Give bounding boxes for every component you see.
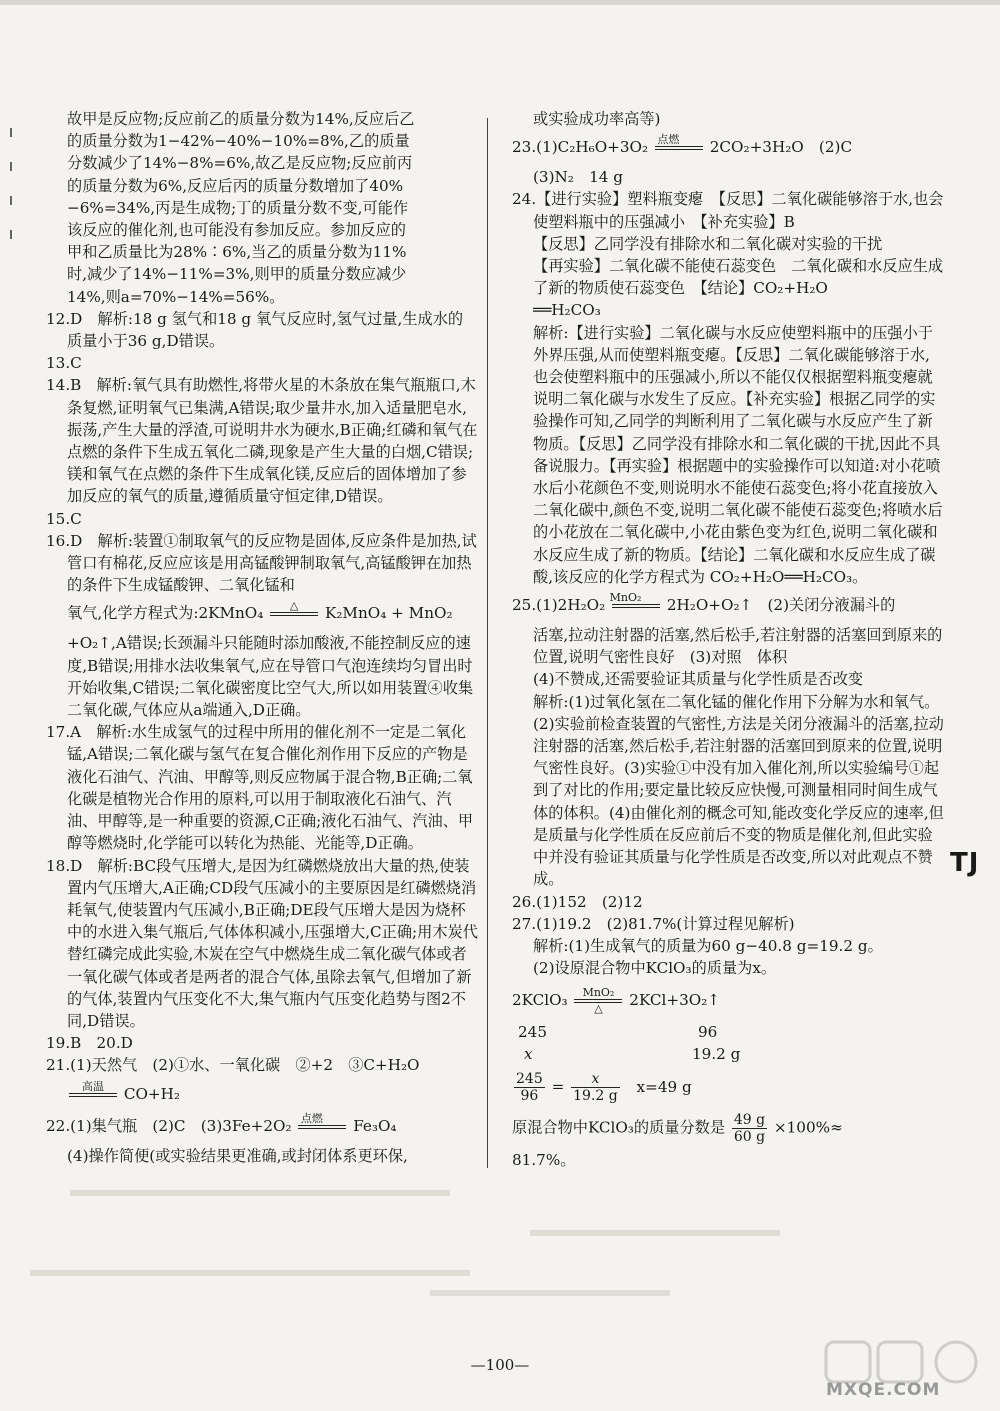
- reaction-condition: 点燃: [657, 133, 680, 147]
- text-line: 该反应的催化剂,也可能没有参加反应。参加反应的: [67, 221, 406, 240]
- final-value: 81.7%。: [512, 1151, 576, 1170]
- equation-27: [512, 987, 944, 1015]
- equation-lhs: 氧气,化学方程式为:2KMnO₄: [67, 604, 264, 623]
- margin-mark: [10, 162, 12, 171]
- fraction-denominator: 60 g: [733, 1129, 766, 1146]
- fraction-denominator: 96: [520, 1088, 539, 1105]
- page-top-edge: [0, 0, 1000, 5]
- analysis-25: 解析:(1)过氧化氢在二氧化锰的催化作用下分解为水和氧气。(2)实验前检查装置的气密性,方法是关闭分液漏斗的活塞,拉动注射器的活塞,然后松手,若注射器的活塞回到原来的位置,说明气密性良好。(3)实验①中没有加入催化剂,所以实验编号①起到了对比的作用;要定量比较反应快慢,可测量相同时间生成气体的体积。(4)由催化剂的概念可知,能改变化学反应的速率,但是质量与化学性质在反应前后不变的物质是催化剂,但此实验中并没有验证其质量与化学性质是否改变,所以对此观点不赞成。: [533, 692, 944, 889]
- equation-lhs: 2KClO₃: [512, 991, 568, 1010]
- fraction-numerator: 49 g: [733, 1112, 766, 1129]
- answer-22-end: 或实验成功率高等): [533, 110, 661, 128]
- answer-15: 15.C: [46, 509, 82, 528]
- reaction-arrow: [609, 591, 660, 620]
- reaction-condition: 高温: [82, 1079, 104, 1093]
- text-line: −6%=34%,丙是生成物;丁的质量分数不变,可能作: [67, 198, 409, 217]
- answer-22-continued: (4)操作简便(或实验结果更准确,或封闭体系更环保,: [67, 1146, 408, 1165]
- analysis-24: 解析:【进行实验】二氧化碳与水反应使塑料瓶中的压强小于外界压强,从而使塑料瓶变瘪。【反思】二氧化碳能够溶于水,也会使塑料瓶中的压强减小,所以不能仅仅根据塑料瓶变瘪就说明二氧化碳与水发生了反应。【补充实验】根据乙同学的实验操作可知,乙同学的判断利用了二氧化碳与水反应产生了新物质。【反思】乙同学没有排除水和二氧化碳的干扰,因此不具备说服力。【再实验】根据题中的实验操作可以知道:对小花喷水后小花颜色不变,则说明水不能使石蕊变色;将小花直接放入二氧化碳中,颜色不变,说明二氧化碳不能使石蕊变色;将喷水后的小花放在二氧化碳中,小花由紫色变为红色,说明二氧化碳和水反应生成了新的物质。【结论】二氧化碳和水反应生成了碳酸,该反应的化学方程式为 CO₂+H₂O══H₂CO₃。: [533, 323, 943, 586]
- answer-23-continued: (3)N₂ 14 g: [533, 168, 623, 187]
- mass-fraction: [512, 1112, 944, 1145]
- answer-24-line: 【再实验】二氧化碳不能使石蕊变色 二氧化碳和水反应生成了新的物质使石蕊变色 【结论】CO₂+H₂O: [533, 257, 944, 298]
- reaction-condition: △: [289, 599, 299, 613]
- answer-12: 12.D 解析:18 g 氢气和18 g 氧气反应时,氢气过量,生成水的质量小于36 g,D错误。: [46, 309, 464, 351]
- text-line: 14%,则a=70%−14%=56%。: [67, 287, 285, 306]
- equation-lhs: 22.(1)集气瓶 (2)C (3)3Fe+2O₂: [46, 1116, 292, 1135]
- answer-25-line: 活塞,拉动注射器的活塞,然后松手,若注射器的活塞回到原来的位置,说明气密性良好 (3)对照 体积: [533, 626, 943, 667]
- equals-sign: =: [551, 1077, 565, 1096]
- answer-16-continued: +O₂↑,A错误;长颈漏斗只能随时添加酸液,不能控制反应的速度,B错误;用排水法收集氧气,应在导管口气泡连续均匀冒出时开始收集,C错误;二氧化碳密度比空气大,所以如用装置④收集二氧化碳,气体应从a端通入,D正确。: [67, 634, 474, 720]
- equation-21: [46, 1081, 478, 1109]
- answer-24-line: ══H₂CO₃: [533, 301, 601, 320]
- text-line: 的质量分数为6%,反应后丙的质量分数增加了40%: [67, 176, 404, 195]
- answer-23: [512, 134, 944, 162]
- text-line: 甲和乙质量比为28%∶6%,当乙的质量分数为11%: [67, 243, 407, 262]
- reaction-arrow: [655, 134, 703, 162]
- bleed-through-text: [530, 1230, 780, 1236]
- final-text: 原混合物中KClO₃的质量分数是: [512, 1118, 726, 1137]
- equation-rhs: Fe₃O₄: [353, 1116, 397, 1135]
- q11-continuation: [46, 108, 478, 308]
- edition-label: TJ: [950, 848, 980, 878]
- page-number: —100—: [470, 1356, 530, 1374]
- mass-row: [512, 1043, 944, 1065]
- equation-rhs: CO+H₂: [123, 1084, 180, 1103]
- final-text: ×100%≈: [773, 1118, 843, 1137]
- answer-24: 24.【进行实验】塑料瓶变瘪 【反思】二氧化碳能够溶于水,也会使塑料瓶中的压强减小 【补充实验】B: [512, 190, 944, 231]
- answer-25: [512, 592, 944, 620]
- equation-lhs: 25.(1)2H₂O₂: [512, 596, 606, 615]
- fraction-denominator: 19.2 g: [573, 1088, 618, 1105]
- left-column: [46, 108, 478, 1167]
- column-divider: [487, 118, 488, 1168]
- reaction-arrow: [298, 1113, 346, 1141]
- reaction-arrow: [574, 987, 622, 1015]
- bleed-through-text: [70, 1190, 450, 1196]
- reaction-condition: 点燃: [300, 1111, 323, 1125]
- analysis-27: 解析:(1)生成氧气的质量为60 g−40.8 g=19.2 g。: [533, 936, 883, 955]
- reaction-condition: MnO₂: [609, 591, 642, 605]
- reaction-condition: △: [594, 1002, 603, 1016]
- molar-mass-row: [512, 1021, 944, 1043]
- answer-22: [46, 1113, 478, 1141]
- calc-value: x: [524, 1045, 533, 1064]
- reaction-arrow: [69, 1081, 117, 1109]
- answer-26: 26.(1)152 (2)12: [512, 892, 643, 911]
- calc-value: 19.2 g: [692, 1045, 741, 1064]
- fraction: [732, 1112, 767, 1145]
- answer-17: 17.A 解析:水生成氢气的过程中所用的催化剂不一定是二氧化锰,A错误;二氧化碳与氢气在复合催化剂作用下反应的产物是液化石油气、汽油、甲醇等,则反应物属于混合物,B正确;二氧化碳是植物光合作用的原料,可以用于制取液化石油气、汽油、甲醇等,是一种重要的资源,C正确;液化石油气、汽油、甲醇等燃烧时,化学能可以转化为热能、光能等,D正确。: [46, 723, 474, 853]
- text-line: 的质量分数为1−42%−40%−10%=8%,乙的质量: [67, 132, 410, 151]
- margin-mark: [10, 128, 12, 137]
- equation-16: [46, 600, 478, 628]
- margin-mark: [10, 196, 12, 205]
- answer-19-20: 19.B 20.D: [46, 1034, 133, 1053]
- equation-rhs: 2CO₂+3H₂O (2)C: [709, 138, 853, 157]
- fraction: [514, 1071, 545, 1104]
- reaction-arrow: [270, 600, 318, 628]
- proportion: [512, 1071, 944, 1104]
- equation-rhs: K₂MnO₄ + MnO₂: [324, 604, 453, 623]
- text-line: 时,减少了14%−11%=3%,则甲的质量分数应减少: [67, 265, 407, 284]
- bleed-through-text: [30, 1270, 470, 1276]
- answer-21: 21.(1)天然气 (2)①水、一氧化碳 ②+2 ③C+H₂O: [46, 1056, 420, 1075]
- reaction-catalyst: MnO₂: [582, 986, 615, 1000]
- calc-value: 245: [518, 1023, 547, 1042]
- text-line: 故甲是反应物;反应前乙的质量分数为14%,反应后乙: [67, 110, 415, 128]
- equation-rhs: 2KCl+3O₂↑: [629, 991, 721, 1010]
- answer-25-line: (4)不赞成,还需要验证其质量与化学性质是否改变: [533, 670, 864, 689]
- fraction: [571, 1071, 620, 1104]
- margin-mark: [10, 230, 12, 239]
- analysis-27-line: (2)设原混合物中KClO₃的质量为x。: [533, 959, 777, 978]
- answer-16: 16.D 解析:装置①制取氧气的反应物是固体,反应条件是加热,试管口有棉花,反应应该是用高锰酸钾制取氧气,高锰酸钾在加热的条件下生成锰酸钾、二氧化锰和: [46, 531, 477, 595]
- fraction-numerator: x: [571, 1071, 620, 1088]
- answer-14: 14.B 解析:氧气具有助燃性,将带火星的木条放在集气瓶瓶口,木条复燃,证明氧气已集满,A错误;取少量井水,加入适量肥皂水,振荡,产生大量的浮渣,可说明井水为硬水,B正确;红磷和氧气在点燃的条件下生成五氧化二磷,现象是产生大量的白烟,C错误;镁和氧气在点燃的条件下生成氧化镁,反应后的固体增加了参加反应的氧气的质量,遵循质量守恒定律,D错误。: [46, 376, 478, 506]
- text-line: 分数减少了14%−8%=6%,故乙是反应物;反应前丙: [67, 154, 413, 173]
- bleed-through-text: [430, 1290, 670, 1296]
- calc-result: x=49 g: [636, 1077, 692, 1096]
- calc-value: 96: [698, 1023, 718, 1042]
- answer-13: 13.C: [46, 354, 82, 373]
- equation-lhs: 23.(1)C₂H₆O+3O₂: [512, 138, 649, 157]
- right-column: [512, 108, 944, 1172]
- answer-18: 18.D 解析:BC段气压增大,是因为红磷燃烧放出大量的热,使装置内气压增大,A正确;CD段气压减小的主要原因是红磷燃烧消耗氧气,使装置内气压减小,B正确;DE段气压增大是因为烧杯中的水进入集气瓶后,气体体积减小,压强增大,C正确;用木炭代替红磷完成此实验,木炭在空气中燃烧生成二氧化碳气体或者一氧化碳气体或者是两者的混合气体,虽除去氧气,但增加了新的气体,装置内气压变化不大,集气瓶内气压变化趋势与图2不同,D错误。: [46, 856, 478, 1030]
- fraction-numerator: 245: [516, 1071, 543, 1088]
- answer-27: 27.(1)19.2 (2)81.7%(计算过程见解析): [512, 914, 795, 933]
- answer-24-line: 【反思】乙同学没有排除水和二氧化碳对实验的干扰: [533, 234, 883, 253]
- watermark-text: MXQE.COM: [826, 1380, 941, 1400]
- equation-rhs: 2H₂O+O₂↑ (2)关闭分液漏斗的: [666, 596, 896, 615]
